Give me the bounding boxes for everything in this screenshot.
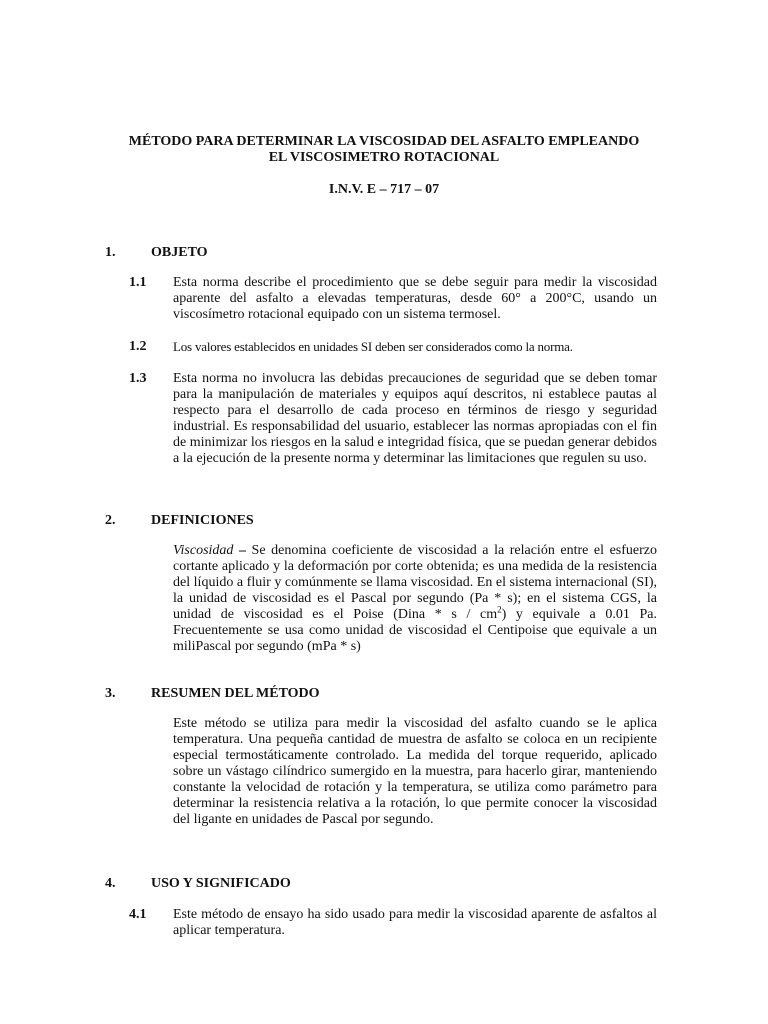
definition-dash: – (233, 543, 252, 558)
item-1-3-text: Esta norma no involucra las debidas precauciones de seguridad que se deben tomar para la manipulación de materiales y equipos aquí descritos, ni establece pautas al respecto para el desarrollo de cada proceso en términos de riesgo y seguridad industrial. Es responsabilidad del usuario, establecer las normas apropiadas con el fin de minimizar los riesgos en la salud e integridad física, que se puedan generar debidos a la ejecución de la presente norma y determinar las limitaciones que regulen su uso. (173, 371, 657, 466)
item-4-1-text: Este método de ensayo ha sido usado para medir la viscosidad aparente de asfaltos al aplicar temperatura. (173, 907, 657, 938)
section-4-number: 4. (105, 876, 116, 891)
document-code: I.N.V. E – 717 – 07 (328, 182, 440, 197)
document-title-line-2: EL VISCOSIMETRO ROTACIONAL (268, 150, 500, 165)
section-4-title: USO Y SIGNIFICADO (151, 876, 291, 891)
item-1-1-number: 1.1 (129, 275, 147, 290)
item-1-3-number: 1.3 (129, 371, 147, 386)
section-1-number: 1. (105, 245, 116, 260)
section-2-title: DEFINICIONES (151, 513, 254, 528)
item-1-2-number: 1.2 (129, 339, 147, 354)
document-title-line-1: MÉTODO PARA DETERMINAR LA VISCOSIDAD DEL ASFALTO EMPLEANDO (128, 134, 640, 149)
section-2-number: 2. (105, 513, 116, 528)
definition-text-a: Se denomina coeficiente de viscosidad a la relación entre el esfuerzo cortante aplicado y la deformación por corte obtenida; es una medida de la resistencia del líquido a fluir y comúnmente se llama viscosidad. En el sistema internacional (SI), la unidad de viscosidad es el Pascal por segundo (Pa * s); en el sistema CGS, la unidad de viscosidad es el Poise (Dina * s / cm (173, 543, 658, 622)
item-1-1-text: Esta norma describe el procedimiento que se debe seguir para medir la viscosidad aparente del asfalto a elevadas temperaturas, desde 60° a 200°C, usando un viscosímetro rotacional equipado con un sistema termosel. (173, 275, 657, 322)
definition-superscript: 2 (497, 604, 502, 615)
definition-text-b: ) y equivale a 0.01 Pa. Frecuentemente se usa como unidad de viscosidad el Centipoise que equivale a un miliPascal por segundo (mPa * s) (173, 607, 658, 654)
section-3-number: 3. (105, 686, 116, 701)
item-4-1-number: 4.1 (129, 907, 147, 922)
section-3-text: Este método se utiliza para medir la viscosidad del asfalto cuando se le aplica temperatura. Una pequeña cantidad de muestra de asfalto se coloca en un recipiente especial termostáticamente controlado. La medida del torque requerido, aplicado sobre un vástago cilíndrico sumergido en la muestra, para hacerlo girar, manteniendo constante la velocidad de rotación y la temperatura, se utiliza como parámetro para determinar la resistencia relativa a la rotación, lo que permite conocer la viscosidad del ligante en unidades de Pascal por segundo. (173, 716, 657, 827)
section-1-title: OBJETO (151, 245, 208, 260)
item-1-2-text: Los valores establecidos en unidades SI deben ser considerados como la norma. (173, 339, 573, 354)
definition-term: Viscosidad (173, 543, 234, 558)
definition-viscosidad (173, 543, 657, 655)
section-3-title: RESUMEN DEL MÉTODO (151, 686, 320, 701)
